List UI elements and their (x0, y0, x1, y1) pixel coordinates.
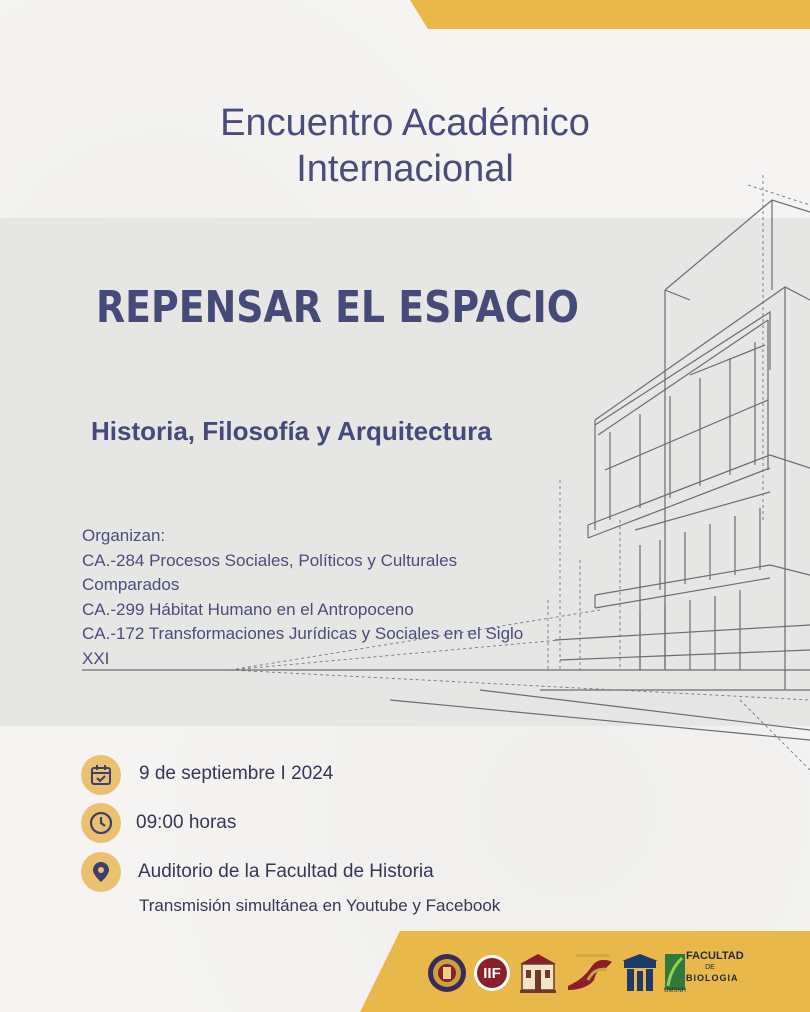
organizers-label: Organizan: (82, 526, 166, 545)
university-seal-logo (427, 951, 467, 995)
biologia-text-line1: FACULTAD (686, 950, 744, 962)
subtitle: Historia, Filosofía y Arquitectura (91, 416, 492, 446)
event-title (0, 100, 810, 192)
headline: REPENSAR EL ESPACIO (96, 282, 579, 333)
event-time: 09:00 horas (136, 812, 237, 833)
event-title-line2: Internacional (296, 148, 514, 190)
organizers-block (82, 524, 552, 671)
event-title-line1: Encuentro Académico (220, 102, 590, 144)
umsnh-text: UMSNH (664, 988, 686, 994)
organizer-line: Comparados (82, 575, 180, 594)
organizer-line: CA.-284 Procesos Sociales, Políticos y Culturales (82, 550, 458, 570)
event-location: Auditorio de la Facultad de Historia (138, 861, 434, 882)
gold-institute-logo (566, 951, 616, 995)
broadcast-note: Transmisión simultánea en Youtube y Facebook (139, 896, 501, 915)
blue-arch-logo (620, 951, 660, 995)
location-pin-icon (81, 852, 121, 892)
event-date: 9 de septiembre I 2024 (139, 763, 334, 784)
iif-logo-text: IIF (483, 964, 501, 982)
organizer-line: CA.-299 Hábitat Humano en el Antropoceno (82, 599, 414, 619)
organizer-line: XXI (82, 648, 110, 668)
clock-icon (81, 803, 121, 843)
top-accent-bar (410, 0, 810, 29)
biologia-text-line2: DE (705, 964, 715, 971)
facultad-biologia-logo (664, 950, 744, 995)
calendar-icon (81, 755, 121, 795)
organizer-line: CA.-172 Transformaciones Jurídicas y Sociales en el Siglo (82, 624, 524, 643)
biologia-text-line3: BIOLOGIA (686, 973, 739, 983)
building-logo (516, 951, 560, 995)
iif-logo (472, 951, 512, 995)
